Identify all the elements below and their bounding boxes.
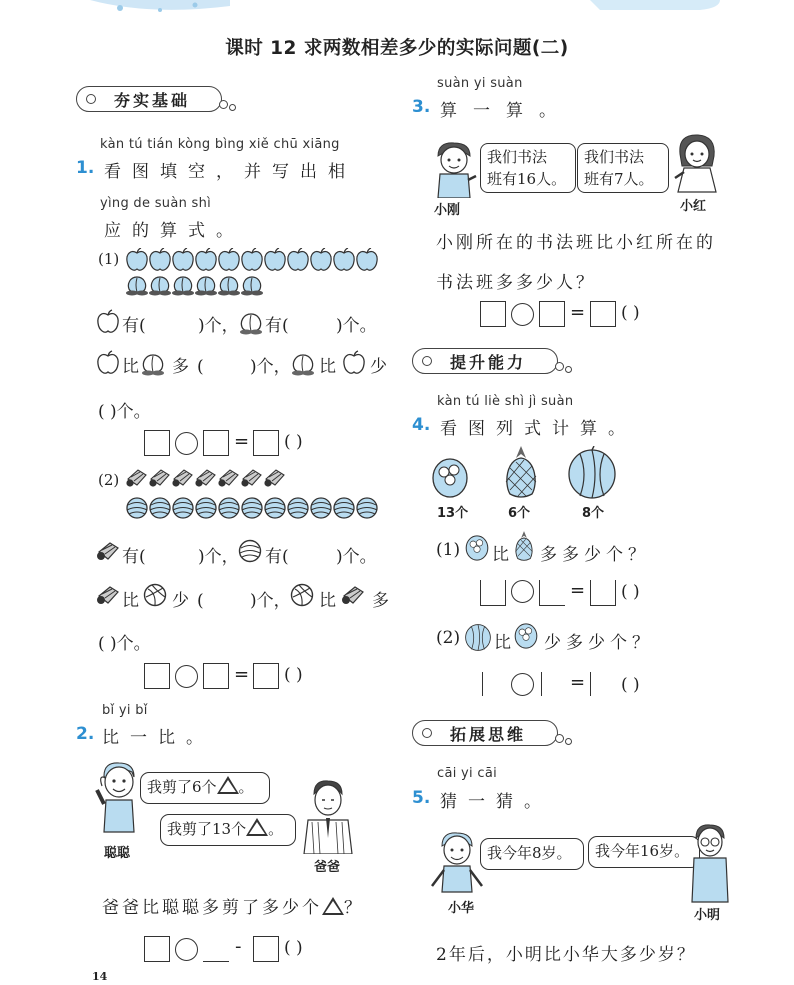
q1-p2-line1-b: )个，	[198, 547, 239, 567]
peach-icon	[195, 277, 217, 296]
equals-sign: =	[570, 672, 586, 693]
unit-answer-paren[interactable]: ( )	[621, 303, 640, 323]
q2-question	[102, 893, 364, 918]
answer-box[interactable]	[203, 936, 229, 962]
q1-number: 1.	[76, 158, 95, 178]
unit-answer-paren[interactable]: ( )	[621, 582, 640, 602]
q1-p2-line1-c: 有(	[265, 547, 289, 567]
name-congcong: 聪聪	[104, 846, 131, 861]
name-xiaoming: 小明	[694, 908, 721, 923]
cabbage-bowl-icon	[430, 456, 470, 500]
q1-p2-line1-d: )个。	[336, 547, 377, 567]
apple-icon	[357, 248, 377, 270]
peach-icon	[218, 277, 240, 296]
q3-question-line2: 书法班多多少人？	[436, 273, 596, 293]
peach-icon	[126, 277, 148, 296]
equals-sign: =	[570, 580, 586, 601]
q5-number: 5.	[412, 788, 431, 808]
section-title: 拓展思维	[450, 724, 527, 744]
ball-icon	[238, 539, 262, 563]
apple-icon	[196, 248, 216, 270]
q1-p2-line2-a: 比	[122, 591, 139, 611]
equals-sign: =	[570, 302, 586, 323]
triangle-icon	[217, 776, 239, 794]
bubble-line: 我们书法	[487, 148, 548, 166]
q1-p1-line3: ( )个。	[98, 402, 151, 422]
shuttlecock-icon	[218, 470, 238, 487]
equals-sign: =	[234, 664, 250, 685]
answer-box[interactable]	[480, 580, 506, 606]
q1-p1-line1-c: 有(	[265, 316, 289, 336]
bubble-text: 我剪了6个	[147, 778, 217, 796]
apple-row	[126, 248, 386, 272]
ball-icon	[357, 498, 377, 518]
peach-icon	[290, 350, 316, 376]
apple-icon	[173, 248, 193, 270]
peach-icon	[140, 350, 166, 376]
equals-sign: =	[234, 431, 250, 452]
minus-sign: -	[235, 936, 242, 957]
shuttlecock-icon	[126, 470, 146, 487]
speech-bubble-xiaohong	[577, 143, 669, 193]
name-xiaohong: 小红	[680, 199, 707, 214]
q1-text-1: 看图填空，并写出相	[104, 162, 356, 182]
q1-text-2: 应的算式。	[104, 221, 244, 241]
girl-xiaohong-illustration	[672, 132, 722, 194]
answer-box[interactable]	[539, 301, 565, 327]
bubble-line: 班有16人。	[487, 170, 567, 188]
q1-p2-line2-b: 少(	[172, 591, 212, 611]
peach-icon	[238, 309, 264, 335]
ball-icon	[173, 498, 193, 518]
shuttlecock-icon	[341, 584, 367, 606]
q3-pinyin: suàn yi suàn	[437, 76, 523, 91]
peach-icon	[241, 277, 263, 296]
q2-number: 2.	[76, 724, 95, 744]
peach-row	[126, 273, 276, 297]
speech-bubble-xiaogang	[480, 143, 576, 193]
q4-p1-compare: 比	[492, 545, 509, 565]
answer-slot[interactable]	[541, 672, 542, 696]
apple-icon	[265, 248, 285, 270]
ball-row	[126, 496, 386, 522]
q1-p2-line3: ( )个。	[98, 634, 151, 654]
bubble-text: 我剪了13个	[167, 820, 247, 838]
shuttlecock-row	[126, 467, 306, 491]
peach-icon	[149, 277, 171, 296]
ball-icon	[242, 498, 262, 518]
ball-icon	[143, 583, 167, 607]
shuttlecock-icon	[149, 470, 169, 487]
q5-text: 猜一猜。	[440, 792, 552, 812]
answer-box[interactable]	[590, 301, 616, 327]
apple-icon	[334, 248, 354, 270]
q1-pinyin-1: kàn tú tián kòng bìng xiě chū xiāng	[100, 137, 340, 152]
apple-icon	[127, 248, 147, 270]
triangle-icon	[322, 897, 344, 915]
q4-part1-label: (1)	[436, 540, 461, 560]
q4-p2-question: 少多少个？	[544, 633, 654, 653]
q1-pinyin-2: yìng de suàn shì	[100, 196, 212, 211]
answer-box[interactable]	[253, 430, 279, 456]
ball-icon	[196, 498, 216, 518]
watermelon-icon	[464, 622, 492, 652]
page-title: 课时 12 求两数相差多少的实际问题(二)	[225, 38, 569, 59]
unit-answer-paren[interactable]: ( )	[284, 938, 303, 958]
q2-question-text: 爸爸比聪聪多剪了多少个	[102, 898, 322, 918]
shuttlecock-icon	[172, 470, 192, 487]
pineapple-icon	[512, 530, 536, 562]
q1-p2-line2-d: 比	[319, 591, 336, 611]
ball-icon	[150, 498, 170, 518]
q1-p1-line2-a: 比	[122, 357, 139, 377]
shuttlecock-icon	[241, 470, 261, 487]
q1-p1-line1-b: )个，	[198, 316, 239, 336]
q2-question-mark: ？	[344, 898, 364, 918]
q1-p1-line1-a: 有(	[122, 316, 146, 336]
answer-box[interactable]	[144, 430, 170, 456]
q1-p1-line1-d: )个。	[336, 316, 377, 336]
operator-circle[interactable]	[175, 665, 198, 688]
boy-congcong-illustration	[94, 760, 144, 842]
apple-icon	[342, 350, 366, 376]
bubble-line: 班有7人。	[584, 170, 654, 188]
ball-icon	[288, 498, 308, 518]
q1-p2-line2-c: )个，	[250, 591, 291, 611]
q1-p1-line2-d: 比	[319, 357, 336, 377]
count-label-1: 13个	[437, 506, 469, 521]
section-title: 提升能力	[450, 352, 527, 372]
operator-circle[interactable]	[511, 303, 534, 326]
operator-circle[interactable]	[511, 673, 534, 696]
apple-icon	[288, 248, 308, 270]
section-title: 夯实基础	[114, 90, 191, 110]
answer-box[interactable]	[539, 580, 565, 606]
q3-number: 3.	[412, 97, 431, 117]
answer-box[interactable]	[590, 580, 616, 606]
answer-slot[interactable]	[590, 672, 591, 696]
name-xiaohua: 小华	[448, 901, 475, 916]
q5-question: 2年后，小明比小华大多少岁？	[436, 945, 696, 965]
apple-icon	[219, 248, 239, 270]
q1-p1-line2-c: )个，	[250, 357, 291, 377]
q1-part2-label: (2)	[98, 471, 120, 489]
boy-xiaohua-illustration	[430, 830, 484, 896]
answer-box[interactable]	[203, 663, 229, 689]
unit-answer-paren[interactable]: ( )	[284, 432, 303, 452]
speech-bubble-dad: 我剪了13个 。	[160, 814, 296, 846]
q1-p1-line2-e: 少	[370, 357, 387, 377]
answer-box[interactable]	[144, 663, 170, 689]
speech-bubble-xiaohua: 我今年8岁。	[480, 838, 584, 870]
name-dad: 爸爸	[314, 860, 341, 875]
ball-icon	[290, 583, 314, 607]
apple-icon	[311, 248, 331, 270]
apple-icon	[150, 248, 170, 270]
section-badge-basic	[76, 86, 236, 112]
q1-p1-line2-b: 多(	[172, 357, 212, 377]
q4-number: 4.	[412, 415, 431, 435]
q3-question-line1: 小刚所在的书法班比小红所在的	[436, 233, 716, 253]
count-label-3: 8个	[582, 506, 605, 521]
shuttlecock-icon	[264, 470, 284, 487]
dad-illustration	[300, 778, 356, 854]
answer-box[interactable]	[203, 430, 229, 456]
q3-text: 算一算。	[440, 101, 572, 121]
boy-xiaoming-illustration	[688, 822, 732, 906]
ball-icon	[265, 498, 285, 518]
ball-icon	[127, 498, 147, 518]
q2-pinyin: bǐ yi bǐ	[102, 703, 148, 718]
page-number: 14	[92, 970, 108, 983]
bubble-line: 我们书法	[584, 148, 645, 166]
shuttlecock-icon	[96, 584, 122, 606]
peach-icon	[172, 277, 194, 296]
top-wave-decoration	[0, 0, 794, 18]
q2-text: 比一比。	[102, 728, 214, 748]
cabbage-bowl-icon	[513, 622, 539, 650]
operator-circle[interactable]	[175, 938, 198, 961]
ball-icon	[311, 498, 331, 518]
apple-icon	[96, 309, 120, 335]
ball-icon	[219, 498, 239, 518]
q4-pinyin: kàn tú liè shì jì suàn	[437, 394, 574, 409]
name-xiaogang: 小刚	[434, 203, 461, 218]
shuttlecock-icon	[195, 470, 215, 487]
operator-circle[interactable]	[511, 580, 534, 603]
q5-pinyin: cāi yi cāi	[437, 766, 498, 781]
speech-bubble-congcong: 我剪了6个 。	[140, 772, 270, 804]
answer-box[interactable]	[144, 936, 170, 962]
boy-xiaogang-illustration	[430, 140, 478, 198]
unit-answer-paren[interactable]: ( )	[621, 675, 640, 695]
count-label-2: 6个	[508, 506, 531, 521]
q1-p2-line2-e: 多	[372, 591, 389, 611]
q1-part1-label: (1)	[98, 250, 120, 268]
shuttlecock-icon	[96, 540, 122, 562]
answer-slot[interactable]	[482, 672, 483, 696]
operator-circle[interactable]	[175, 432, 198, 455]
q4-p2-compare: 比	[494, 633, 511, 653]
triangle-icon	[246, 818, 268, 836]
answer-box[interactable]	[253, 663, 279, 689]
unit-answer-paren[interactable]: ( )	[284, 665, 303, 685]
q4-text: 看图列式计算。	[440, 419, 636, 439]
ball-icon	[334, 498, 354, 518]
speech-bubble-xiaoming: 我今年16岁。	[588, 836, 700, 868]
pineapple-icon	[500, 444, 542, 500]
q1-p2-line1-a: 有(	[122, 547, 146, 567]
cabbage-bowl-icon	[464, 534, 490, 562]
answer-box[interactable]	[253, 936, 279, 962]
apple-icon	[242, 248, 262, 270]
apple-icon	[96, 350, 120, 376]
section-badge-improve	[412, 348, 572, 374]
q4-p1-question: 多多少个？	[540, 545, 650, 565]
section-badge-expand	[412, 720, 572, 746]
answer-box[interactable]	[480, 301, 506, 327]
watermelon-icon	[566, 446, 618, 500]
q4-part2-label: (2)	[436, 628, 461, 648]
